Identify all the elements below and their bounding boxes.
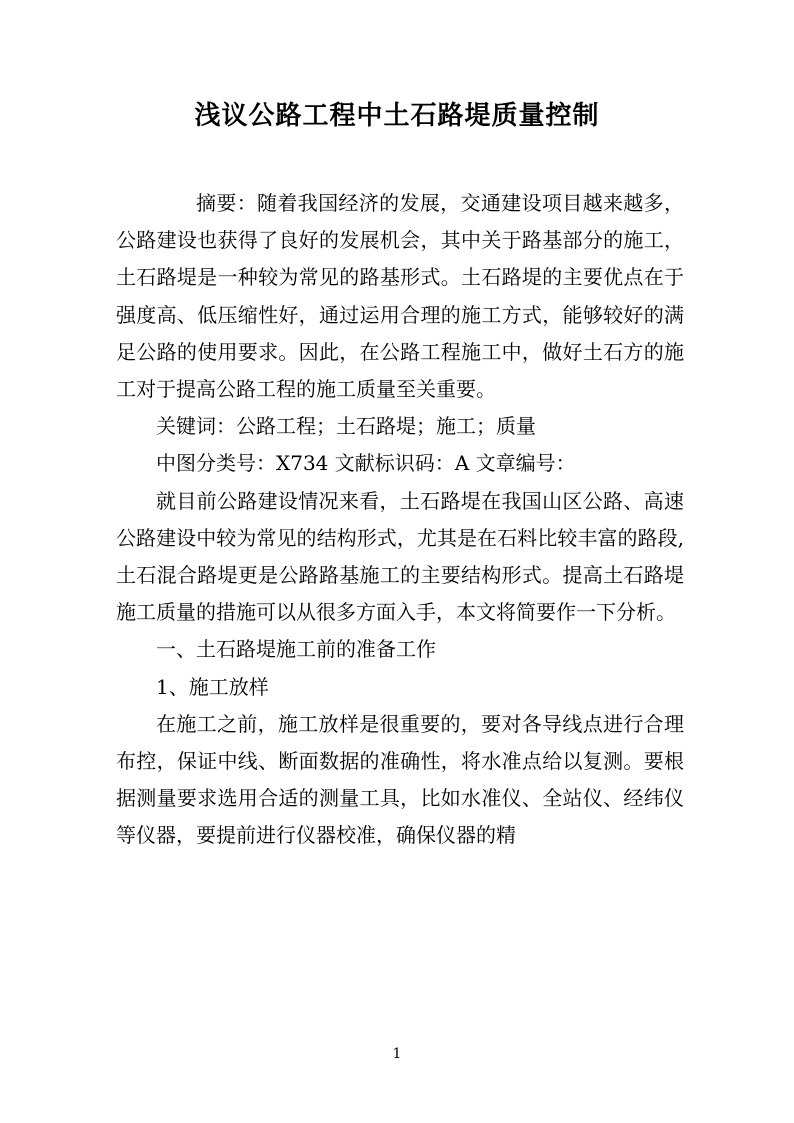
document-body <box>116 185 684 855</box>
document-title: 浅议公路工程中土石路堤质量控制 <box>194 101 600 131</box>
abstract-paragraph: 摘要：随着我国经济的发展，交通建设项目越来越多，公路建设也获得了良好的发展机会，其中关于路基部分的施工，土石路堤是一种较为常见的路基形式。土石路堤的主要优点在于强度高、低压缩性好，通过运用合理的施工方式，能够较好的满足公路的使用要求。因此，在公路工程施工中，做好土石方的施工对于提高公路工程的施工质量至关重要。 <box>116 191 684 402</box>
body-paragraph: 在施工之前，施工放样是很重要的，要对各导线点进行合理布控，保证中线、断面数据的准确性，将水准点给以复测。要根据测量要求选用合适的测量工具，比如水准仪、全站仪、经纬仪等仪器，要提前进行仪器校准，确保仪器的精 <box>116 711 684 848</box>
section-heading: 一、土石路堤施工前的准备工作 <box>156 637 436 662</box>
page-number: 1 <box>392 1046 402 1062</box>
intro-paragraph: 就目前公路建设情况来看，土石路堤在我国山区公路、高速公路建设中较为常见的结构形式，尤其是在石料比较丰富的路段,土石混合路堤更是公路路基施工的主要结构形式。提高土石路堤施工质量的措施可以从很多方面入手，本文将简要作一下分析。 <box>116 488 684 625</box>
subsection-heading: 1、施工放样 <box>156 674 269 699</box>
keywords-line: 关键词：公路工程；土石路堤；施工；质量 <box>156 414 536 439</box>
classification-line: 中图分类号：X734 文献标识码：A 文章编号： <box>156 451 576 476</box>
